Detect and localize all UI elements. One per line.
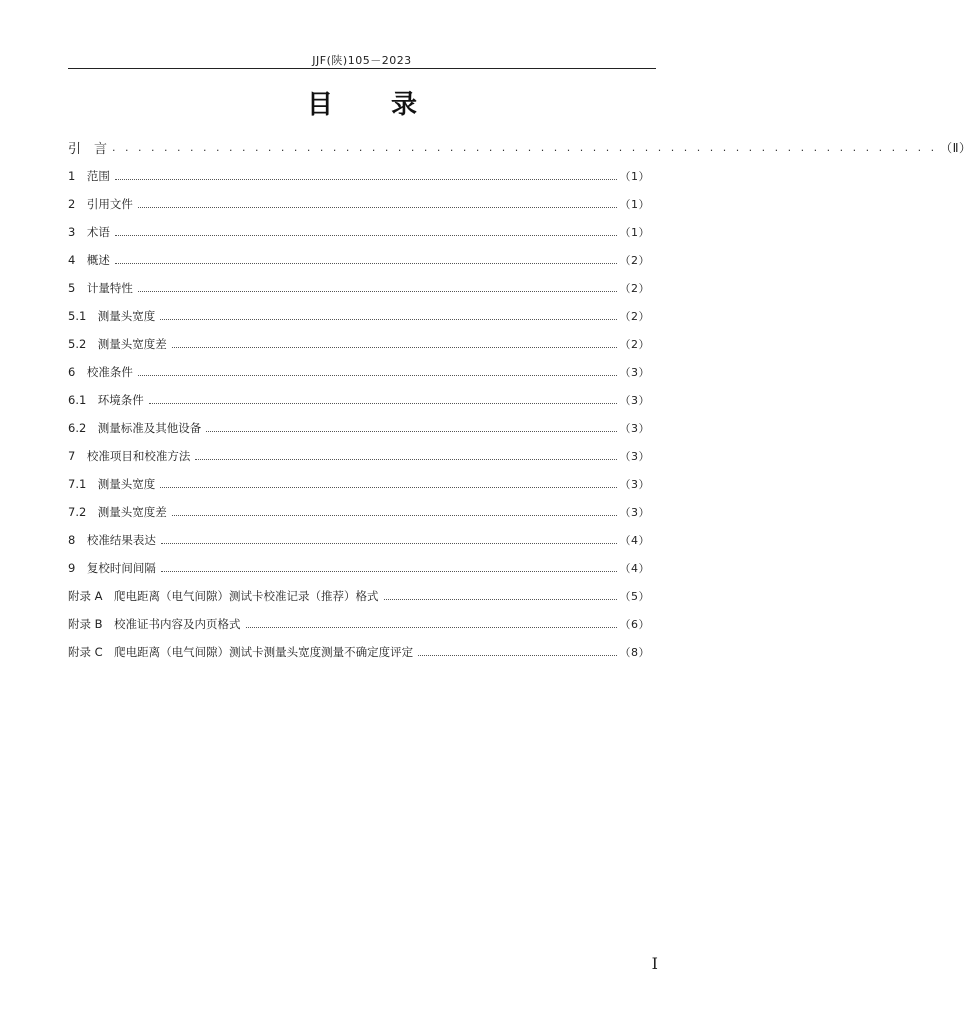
toc-entry-page: （1） [619, 226, 650, 239]
toc-entry-label: 9 复校时间间隔 [68, 561, 156, 575]
toc-entry-label: 6.2 测量标准及其他设备 [68, 421, 202, 435]
page-title [0, 84, 724, 121]
toc-entry-preface[interactable] [68, 136, 972, 158]
toc-dot-leader: . . . . . . . . . . . . . . . . . . . . . . . . . . . . . . . . . . . . . . . . . . . . . . . . . . . . . . . . . . . . . . . . [112, 140, 938, 154]
toc-dot-leader [138, 280, 617, 293]
toc-entry-page: （2） [619, 282, 650, 295]
toc-entry-page: （3） [619, 366, 650, 379]
toc-entry-page: （4） [619, 562, 650, 575]
toc-entry[interactable] [68, 526, 650, 554]
toc-entry[interactable] [68, 442, 650, 470]
toc-entry[interactable] [68, 358, 650, 386]
title-char-1: 目 [306, 90, 333, 120]
toc-dot-leader [172, 504, 617, 517]
toc-entry[interactable] [68, 302, 650, 330]
toc-entry[interactable] [68, 246, 650, 274]
toc-entry-label: 2 引用文件 [68, 197, 133, 211]
toc-entry-label: 5 计量特性 [68, 281, 133, 295]
toc-dot-leader [195, 448, 616, 461]
toc-entry-label: 引 言 [68, 141, 108, 157]
toc-entry-label: 5.2 测量头宽度差 [68, 337, 167, 351]
toc-entry-page: （3） [619, 422, 650, 435]
toc-entry-page: （4） [619, 534, 650, 547]
toc-entry-label: 5.1 测量头宽度 [68, 309, 156, 323]
toc-entry-page: （3） [619, 450, 650, 463]
toc-dot-leader [206, 420, 616, 433]
toc-entry[interactable] [68, 274, 650, 302]
toc-entry-label: 7 校准项目和校准方法 [68, 449, 191, 463]
toc-entry-page: （2） [619, 338, 650, 351]
toc-entry-page: （8） [619, 646, 650, 659]
toc-dot-leader [138, 364, 617, 377]
document-code-header: JJF(陕)105－2023 [312, 54, 412, 67]
toc-dot-leader [115, 168, 617, 181]
toc-dot-leader [138, 196, 617, 209]
toc-entry-page: （Ⅱ） [940, 140, 972, 155]
toc-entry-label: 7.1 测量头宽度 [68, 477, 156, 491]
toc-entry[interactable] [68, 498, 650, 526]
toc-dot-leader [160, 308, 616, 321]
toc-entry-label: 6.1 环境条件 [68, 393, 144, 407]
toc-entry-page: （2） [619, 254, 650, 267]
toc-entry-label: 附录 C 爬电距离（电气间隙）测试卡测量头宽度测量不确定度评定 [68, 645, 414, 659]
table-of-contents [68, 136, 972, 666]
header-rule [68, 68, 656, 69]
toc-entry[interactable] [68, 610, 650, 638]
toc-entry-label: 3 术语 [68, 225, 110, 239]
toc-dot-leader [384, 588, 617, 601]
toc-entry-page: （2） [619, 310, 650, 323]
toc-entry[interactable] [68, 638, 650, 666]
toc-entry-label: 1 范围 [68, 169, 110, 183]
toc-entry[interactable] [68, 330, 650, 358]
toc-dot-leader [161, 532, 617, 545]
toc-entry-page: （3） [619, 394, 650, 407]
toc-entry[interactable] [68, 162, 650, 190]
toc-entry[interactable] [68, 190, 650, 218]
toc-dot-leader [172, 336, 617, 349]
toc-entry-page: （1） [619, 198, 650, 211]
toc-dot-leader [115, 224, 617, 237]
toc-entry[interactable] [68, 386, 650, 414]
toc-entry-label: 7.2 测量头宽度差 [68, 505, 167, 519]
toc-entry[interactable] [68, 554, 650, 582]
toc-dot-leader [149, 392, 617, 405]
toc-entry-label: 附录 B 校准证书内容及内页格式 [68, 617, 241, 631]
toc-dot-leader [246, 616, 617, 629]
toc-entry-page: （3） [619, 506, 650, 519]
toc-entry[interactable] [68, 582, 650, 610]
toc-entry[interactable] [68, 218, 650, 246]
toc-entry-page: （5） [619, 590, 650, 603]
toc-entry-page: （1） [619, 170, 650, 183]
toc-entry-page: （6） [619, 618, 650, 631]
page-number: I [651, 954, 658, 973]
toc-entry-label: 4 概述 [68, 253, 110, 267]
toc-dot-leader [418, 644, 616, 657]
toc-entry-label: 6 校准条件 [68, 365, 133, 379]
toc-dot-leader [161, 560, 617, 573]
toc-dot-leader [115, 252, 617, 265]
toc-entry-label: 附录 A 爬电距离（电气间隙）测试卡校准记录（推荐）格式 [68, 589, 379, 603]
toc-entry-label: 8 校准结果表达 [68, 533, 156, 547]
title-char-2: 录 [391, 90, 418, 120]
toc-dot-leader [160, 476, 616, 489]
toc-entry[interactable] [68, 470, 650, 498]
toc-entry-page: （3） [619, 478, 650, 491]
toc-entry[interactable] [68, 414, 650, 442]
